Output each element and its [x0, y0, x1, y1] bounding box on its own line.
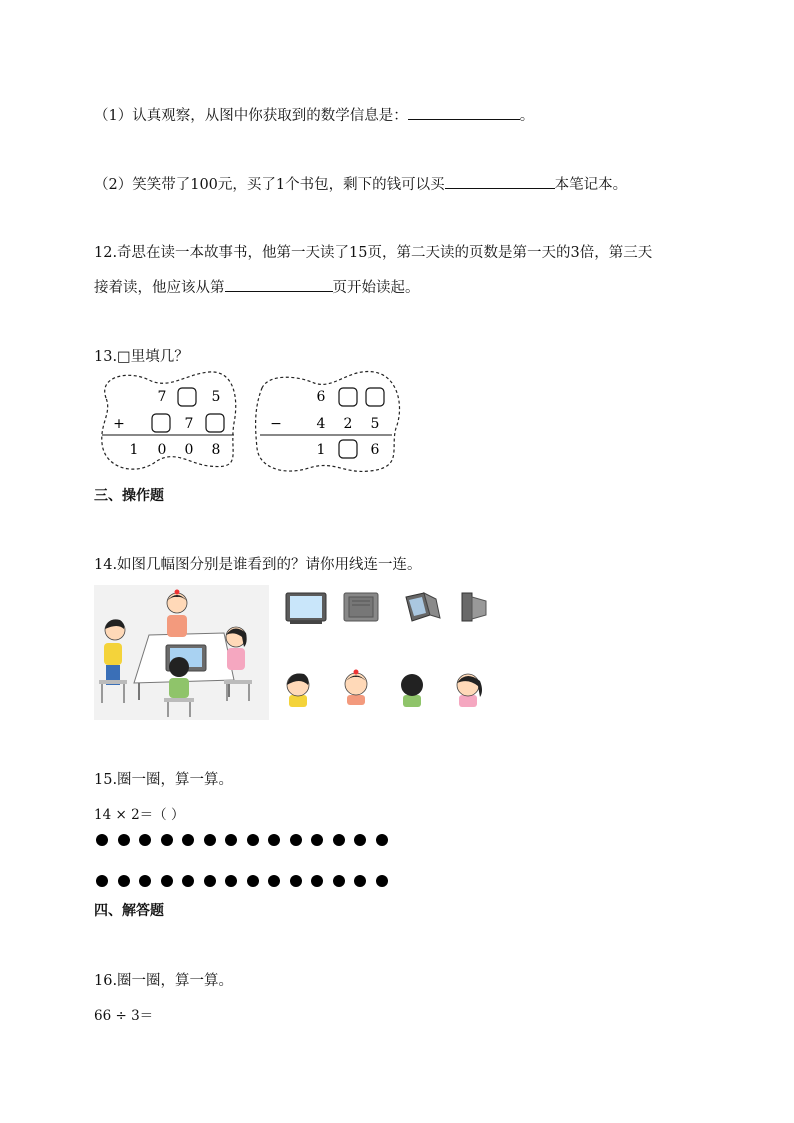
add-res-d3: 0 [184, 442, 194, 458]
dot[interactable] [96, 834, 108, 846]
sub-r2-d3: 5 [370, 416, 380, 432]
q11-part1-answer-blank[interactable] [408, 105, 520, 120]
dot[interactable] [225, 875, 237, 887]
dot[interactable] [182, 875, 194, 887]
tv-side-view-icon [462, 593, 486, 621]
girl-side-head-icon [457, 674, 482, 707]
q11-part2-end: 本笔记本。 [554, 177, 628, 193]
dot[interactable] [311, 834, 323, 846]
dot[interactable] [161, 834, 173, 846]
tv-side-angle-view-icon [406, 593, 440, 621]
add-op: + [113, 416, 125, 432]
q16-title: 16.圈一圈，算一算。 [94, 973, 234, 989]
boy-back-head-icon [401, 674, 423, 707]
q12-line2-text: 接着读，他应该从第 [94, 280, 225, 296]
q14-title: 14.如图几幅图分别是谁看到的？请你用线连一连。 [94, 557, 422, 573]
q15-equation: 14 × 2＝（ ） [94, 807, 185, 823]
tv-front-view-icon [286, 593, 326, 624]
dot[interactable] [247, 834, 259, 846]
dot[interactable] [182, 834, 194, 846]
add-res-d1: 1 [129, 442, 139, 458]
girl-front-head-icon [345, 670, 367, 706]
dot[interactable] [204, 834, 216, 846]
dot[interactable] [333, 834, 345, 846]
q15-dots-row-2 [96, 875, 397, 891]
q16-equation: 66 ÷ 3＝ [94, 1008, 154, 1024]
q11-part2 [94, 173, 627, 194]
add-r2-box2[interactable] [206, 414, 224, 432]
add-res-d4: 8 [211, 442, 221, 458]
q13-title: 13.□里填几？ [94, 349, 189, 365]
dot[interactable] [118, 834, 130, 846]
dot[interactable] [139, 875, 151, 887]
add-r1-d1: 7 [157, 389, 167, 405]
dot[interactable] [354, 834, 366, 846]
sub-op: − [270, 416, 282, 432]
dot[interactable] [161, 875, 173, 887]
dot[interactable] [290, 875, 302, 887]
tv-back-view-icon [344, 593, 378, 621]
q15-title: 15.圈一圈，算一算。 [94, 772, 234, 788]
boy-side-head-icon [287, 673, 309, 707]
dot[interactable] [118, 875, 130, 887]
q11-part1 [94, 104, 534, 125]
section4-heading: 四、解答题 [94, 903, 164, 919]
dot[interactable] [333, 875, 345, 887]
sub-res-box[interactable] [339, 440, 357, 458]
add-r1-box[interactable] [178, 388, 196, 406]
dot[interactable] [376, 834, 388, 846]
section3-heading: 三、操作题 [94, 488, 164, 504]
q12-answer-blank[interactable] [225, 277, 333, 292]
dot[interactable] [268, 875, 280, 887]
dot[interactable] [96, 875, 108, 887]
q12-line2 [94, 276, 420, 297]
q14-figure [94, 585, 494, 720]
dot[interactable] [139, 834, 151, 846]
q11-part1-text: （1）认真观察，从图中你获取到的数学信息是： [94, 108, 408, 124]
q15-dots-row-1 [96, 834, 397, 850]
dot[interactable] [311, 875, 323, 887]
add-r1-d3: 5 [211, 389, 221, 405]
dot[interactable] [268, 834, 280, 846]
sub-res-d1: 1 [316, 442, 326, 458]
q11-part2-text: （2）笑笑带了100元，买了1个书包，剩下的钱可以买 [94, 177, 445, 193]
add-r2-box1[interactable] [152, 414, 170, 432]
dot[interactable] [204, 875, 216, 887]
q11-part2-answer-blank[interactable] [445, 174, 555, 189]
sub-r1-d1: 6 [316, 389, 326, 405]
dot[interactable] [354, 875, 366, 887]
sub-r2-d1: 4 [316, 416, 326, 432]
sub-r1-box2[interactable] [366, 388, 384, 406]
add-res-d2: 0 [157, 442, 167, 458]
add-r2-d2: 7 [184, 416, 194, 432]
q13-figure [94, 368, 404, 478]
q11-part1-end: 。 [519, 108, 535, 124]
q12-line1: 12.奇思在读一本故事书，他第一天读了15页，第二天读的页数是第一天的3倍，第三天 [94, 245, 653, 261]
sub-res-d3: 6 [370, 442, 380, 458]
dot[interactable] [247, 875, 259, 887]
sub-r1-box1[interactable] [339, 388, 357, 406]
dot[interactable] [290, 834, 302, 846]
dot[interactable] [376, 875, 388, 887]
q12-line2-end: 页开始读起。 [332, 280, 420, 296]
sub-r2-d2: 2 [343, 416, 353, 432]
dot[interactable] [225, 834, 237, 846]
